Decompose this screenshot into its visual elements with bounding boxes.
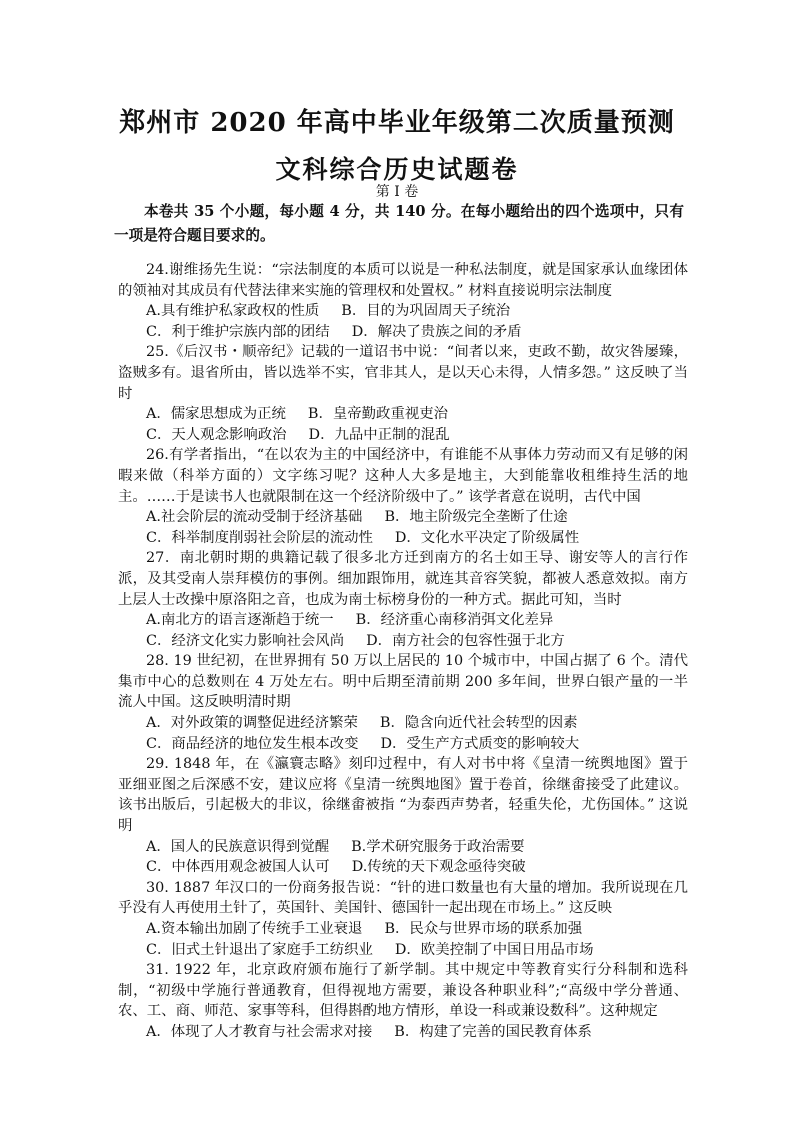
- option-row: [118, 713, 688, 734]
- answer-option: A.具有维护私家政权的性质: [146, 303, 320, 320]
- answer-option: B．民众与世界市场的联系加强: [384, 921, 583, 937]
- answer-option: D.传统的天下观念亟待突破: [351, 859, 526, 876]
- answer-option: B.学术研究服务于政治需要: [351, 838, 525, 855]
- question-item: [118, 878, 688, 960]
- option-row: [118, 322, 688, 343]
- answer-option: C．科举制度削弱社会阶层的流动性: [146, 529, 373, 546]
- answer-option: A．体现了人才教育与社会需求对接: [146, 1023, 373, 1040]
- answer-option: C．利于维护宗族内部的团结: [146, 323, 330, 340]
- answer-option: C．经济文化实力影响社会风尚: [146, 632, 345, 649]
- question-item: [118, 342, 688, 445]
- answer-option: B．构建了完善的国民教育体系: [394, 1023, 592, 1040]
- question-stem: 31. 1922 年，北京政府颁布施行了新学制。其中规定中等教育实行分科制和选科制，“初级中学施行普通教育，但得视地方需要，兼设各种职业科”;“高级中学分普通、农、工、商、师范、家事等科，但得斟酌地方情形，单设一科或兼设数科”。这种规定: [118, 962, 688, 1020]
- answer-option: D．解决了贵族之间的矛盾: [351, 323, 522, 340]
- question-stem: 25.《后汉书・顺帝纪》记载的一道诏书中说：“间者以来，吏政不勤，故灾咎屡臻，盗贼多有。退省所由，皆以选举不实，官非其人，是以天心未得，人情多怨。” 这反映了当时: [118, 344, 688, 402]
- option-row: [118, 919, 688, 940]
- option-row: [118, 404, 688, 425]
- answer-option: A.南北方的语言逐渐趋于统一: [146, 612, 334, 629]
- answer-option: C．旧式土针退出了家庭手工纺织业: [146, 941, 373, 958]
- question-stem: 27．南北朝时期的典籍记载了很多北方迁到南方的名士如王导、谢安等人的言行作派，及其受南人崇拜模仿的事例。细加跟饰用，就连其音容笑貌，都被人悉意效拟。南方上层人士改操中原洛阳之音，也成为南士标榜身份的一种方式。据此可知，当时: [118, 550, 688, 608]
- question-item: [118, 445, 688, 548]
- option-row: [118, 734, 688, 755]
- question-list: [118, 260, 688, 1043]
- question-item: [118, 960, 688, 1042]
- exam-subtitle: 文科综合历史试题卷: [275, 155, 519, 184]
- answer-option: D．欧美控制了中国日用品市场: [394, 941, 594, 958]
- answer-option: A．国人的民族意识得到觉醒: [146, 838, 330, 855]
- option-row: [118, 528, 688, 549]
- question-stem: 24.谢维扬先生说：“宗法制度的本质可以说是一种私法制度，就是国家承认血缘团体的领袖对其成员有代替法律来实施的管理权和处置权。” 材料直接说明宗法制度: [118, 262, 688, 299]
- option-row: [118, 425, 688, 446]
- option-row: [118, 837, 688, 858]
- question-item: [118, 548, 688, 651]
- answer-option: D．南方社会的包容性强于北方: [366, 632, 565, 649]
- instructions: 本卷共 35 个小题，每小题 4 分，共 140 分。在每小题给出的四个选项中，只有一项是符合题目要求的。: [114, 203, 684, 244]
- answer-option: C．中体西用观念被国人认可: [146, 859, 330, 876]
- answer-option: C．天人观念影响政治: [146, 426, 287, 443]
- answer-option: B．皇帝勤政重视吏治: [307, 406, 449, 423]
- answer-option: B．经济重心南移消弭文化差异: [355, 612, 554, 629]
- answer-option: D．文化水平决定了阶级属性: [394, 529, 580, 546]
- answer-option: D．九品中正制的混乱: [308, 426, 450, 443]
- question-item: [118, 651, 688, 754]
- answer-option: A.资本输出加剧了传统手工业衰退: [146, 921, 363, 937]
- answer-option: C．商品经济的地位发生根本改变: [146, 735, 359, 752]
- answer-option: B．地主阶级完全垄断了仕途: [384, 509, 568, 526]
- question-item: [118, 260, 688, 342]
- option-row: [118, 301, 688, 322]
- answer-option: D．受生产方式质变的影响较大: [380, 735, 580, 752]
- exam-title: 郑州市 2020 年高中毕业年级第二次质量预测: [119, 108, 675, 138]
- answer-option: A.社会阶层的流动受制于经济基础: [146, 509, 363, 526]
- part-label: 第 I 卷: [375, 184, 419, 200]
- option-row: [118, 610, 688, 631]
- option-row: [118, 507, 688, 528]
- answer-option: A．儒家思想成为正统: [146, 406, 286, 423]
- question-stem: 26.有学者指出，“在以农为主的中国经济中，有谁能不从事体力劳动而又有足够的闲暇来做（科举方面的）文字练习呢？这种人大多是地主，大到能靠收租维持生活的地主。……于是读书人也就限制在这一个经济阶级中了。” 该学者意在说明，古代中国: [118, 447, 688, 505]
- question-stem: 30. 1887 年汉口的一份商务报告说：“针的进口数量也有大量的增加。我所说现在几乎没有人再使用土针了，英国针、美国针、德国针一起出现在市场上。” 这反映: [118, 879, 688, 917]
- question-stem: 28. 19 世纪初，在世界拥有 50 万以上居民的 10 个城市中，中国占据了 6 个。清代集市中心的总数则在 4 万处左右。明中后期至清前期 200 多年间，世界白银产量的一半流人中国。这反映明清时期: [118, 653, 688, 711]
- answer-option: B．隐含向近代社会转型的因素: [379, 715, 578, 732]
- option-row: [118, 857, 688, 878]
- answer-option: A．对外政策的调整促进经济繁荣: [146, 715, 358, 732]
- option-row: [118, 631, 688, 652]
- option-row: [118, 1022, 688, 1043]
- question-item: [118, 754, 688, 878]
- answer-option: B．目的为巩固周天子统治: [341, 303, 511, 320]
- question-stem: 29. 1848 年，在《瀛寰志略》刻印过程中，有人对书中将《皇清一统舆地图》置于亚细亚图之后深感不安，建议应将《皇清一统舆地图》置于卷首，徐继畬接受了此建议。该书出版后，引起极大的非议，徐继畬被指 “为泰西声势者，轻重失伦，尤伤国体。” 这说明: [118, 756, 688, 835]
- option-row: [118, 940, 688, 961]
